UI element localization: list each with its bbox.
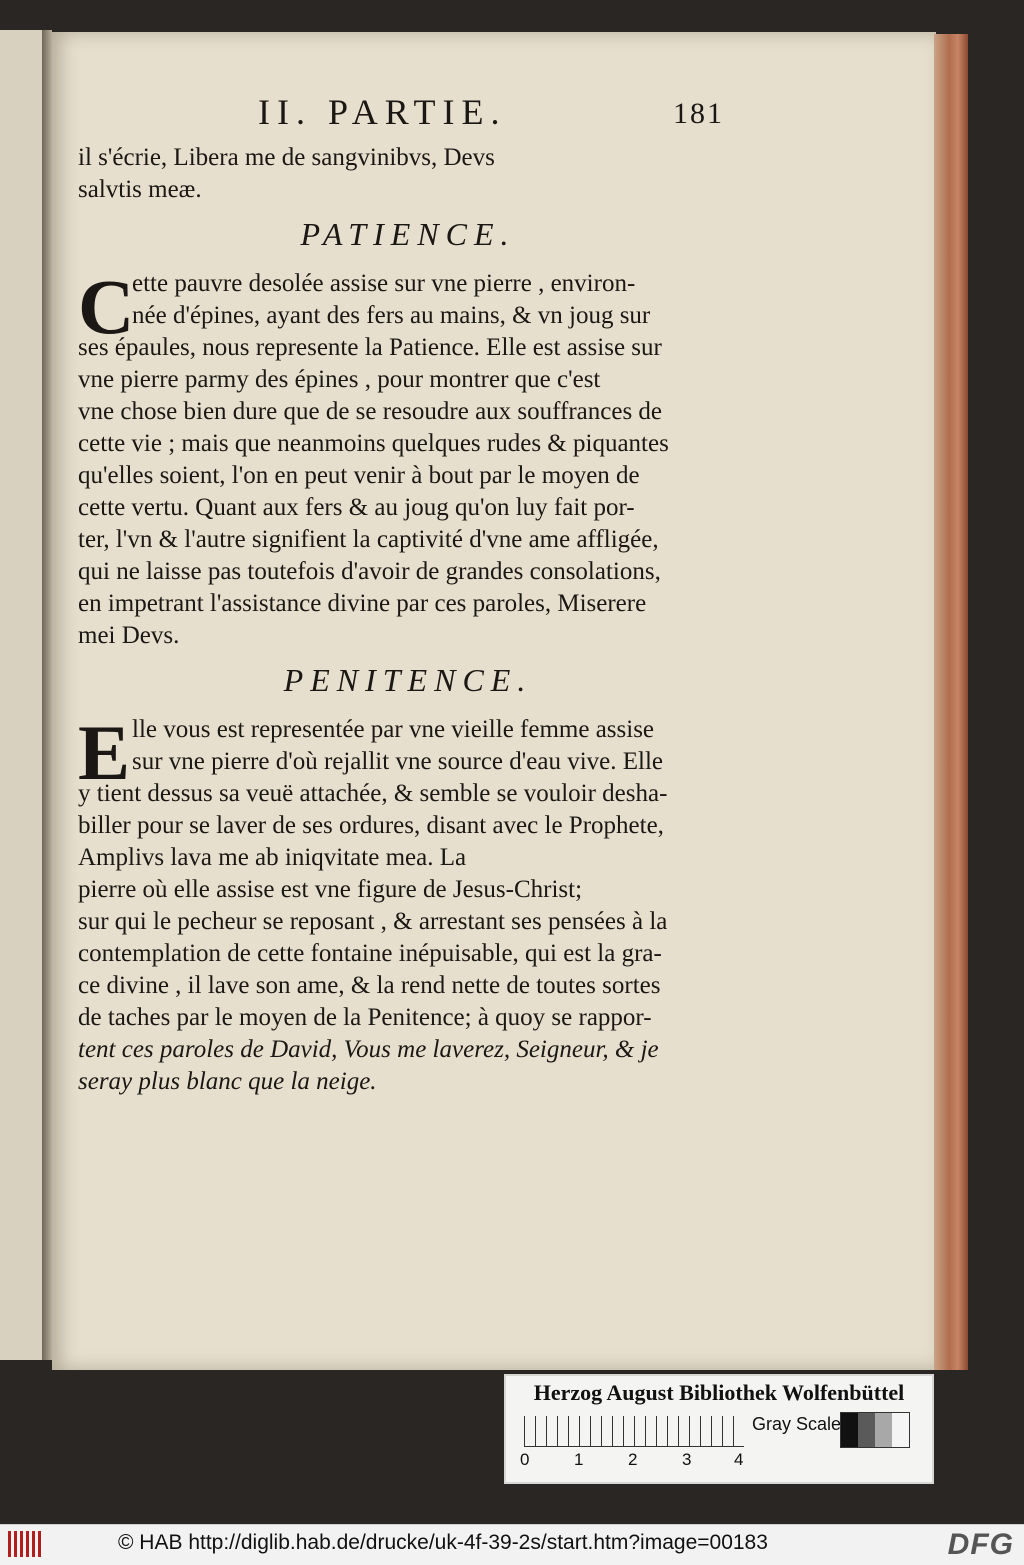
text-line: ce divine , il lave son ame, & la rend nette de toutes sortes (78, 972, 661, 999)
section-heading-penitence: PENITENCE. (283, 662, 533, 698)
dropcap: C (78, 263, 135, 350)
text-line: cette vie ; mais que neanmoins quelques rudes & piquantes (78, 430, 669, 457)
text-line: de taches par le moyen de la Penitence; à quoy se rappor- (78, 1004, 652, 1031)
opening-line-2: salvtis meæ. (78, 176, 202, 203)
gray-swatch (858, 1413, 875, 1447)
footer-credit-link[interactable]: © HAB http://diglib.hab.de/drucke/uk-4f-39-2s/start.htm?image=00183 (118, 1531, 768, 1554)
text-line: qu'elles soient, l'on en peut venir à bout par le moyen de (78, 462, 640, 489)
text-line: seray plus blanc que la neige. (78, 1068, 377, 1095)
gray-swatch (841, 1413, 858, 1447)
text-line: contemplation de cette fontaine inépuisable, qui est la gra- (78, 940, 662, 967)
section-heading-patience: PATIENCE. (300, 216, 516, 252)
text-line: qui ne laisse pas toutefois d'avoir de grandes consolations, (78, 558, 661, 585)
text-line: pierre où elle assise est vne figure de Jesus-Christ; (78, 876, 583, 903)
ruler-number: 3 (682, 1450, 692, 1469)
page-text (78, 94, 738, 1098)
dropcap: E (78, 709, 131, 796)
text-line: lle vous est representée par vne vieille femme assise (132, 716, 655, 743)
text-line: vne chose bien dure que de se resoudre aux souffrances de (78, 398, 663, 425)
text-line: y tient dessus sa veuë attachée, & semble se vouloir desha- (78, 780, 668, 807)
book-gutter (42, 30, 52, 1360)
gray-scale-swatches (840, 1412, 910, 1448)
text-line: sur qui le pecheur se reposant , & arrestant ses pensées à la (78, 908, 668, 935)
text-line: tent ces paroles de David, Vous me laverez, Seigneur, & je (78, 1036, 659, 1063)
gray-scale-label: Gray Scale (752, 1414, 842, 1434)
gray-swatch (875, 1413, 892, 1447)
ruler-number: 0 (520, 1450, 530, 1469)
library-name: Herzog August Bibliothek Wolfenbüttel (533, 1380, 905, 1405)
text-line: née d'épines, ayant des fers au mains, & vn joug sur (132, 302, 651, 329)
text-line: Amplivs lava me ab iniqvitate mea. La (78, 844, 467, 871)
text-line: sur vne pierre d'où rejallit vne source d'eau vive. Elle (132, 748, 664, 775)
dfg-logo: DFG (947, 1528, 1014, 1561)
ruler (524, 1416, 744, 1447)
opening-line-1: il s'écrie, Libera me de sangvinibvs, Devs (78, 144, 495, 171)
color-calibration-card (504, 1374, 934, 1484)
footer-bar (0, 1524, 1024, 1565)
text-line: cette vertu. Quant aux fers & au joug qu'on luy fait por- (78, 494, 635, 521)
text-line: vne pierre parmy des épines , pour montrer que c'est (78, 366, 601, 393)
text-line: mei Devs. (78, 622, 180, 649)
ruler-numbers (520, 1450, 750, 1472)
text-line: biller pour se laver de ses ordures, disant avec le Prophete, (78, 812, 664, 839)
ruler-number: 2 (628, 1450, 638, 1469)
paragraph-penitence (78, 709, 738, 1098)
gray-swatch (892, 1413, 909, 1447)
ruler-number: 1 (574, 1450, 584, 1469)
running-title: II. PARTIE. (258, 92, 507, 132)
text-line: ter, l'vn & l'autre signifient la captivité d'vne ame affligée, (78, 526, 659, 553)
ruler-number: 4 (734, 1450, 744, 1469)
page-number: 181 (673, 97, 724, 130)
hab-logo-icon (8, 1531, 44, 1557)
paragraph-patience (78, 263, 738, 652)
text-line: ses épaules, nous represente la Patience. Elle est assise sur (78, 334, 662, 361)
text-line: en impetrant l'assistance divine par ces paroles, Miserere (78, 590, 647, 617)
text-line: ette pauvre desolée assise sur vne pierre , environ- (132, 270, 636, 297)
page-edge (934, 34, 968, 1370)
running-head (78, 94, 738, 142)
left-page-fragment (0, 30, 44, 1360)
